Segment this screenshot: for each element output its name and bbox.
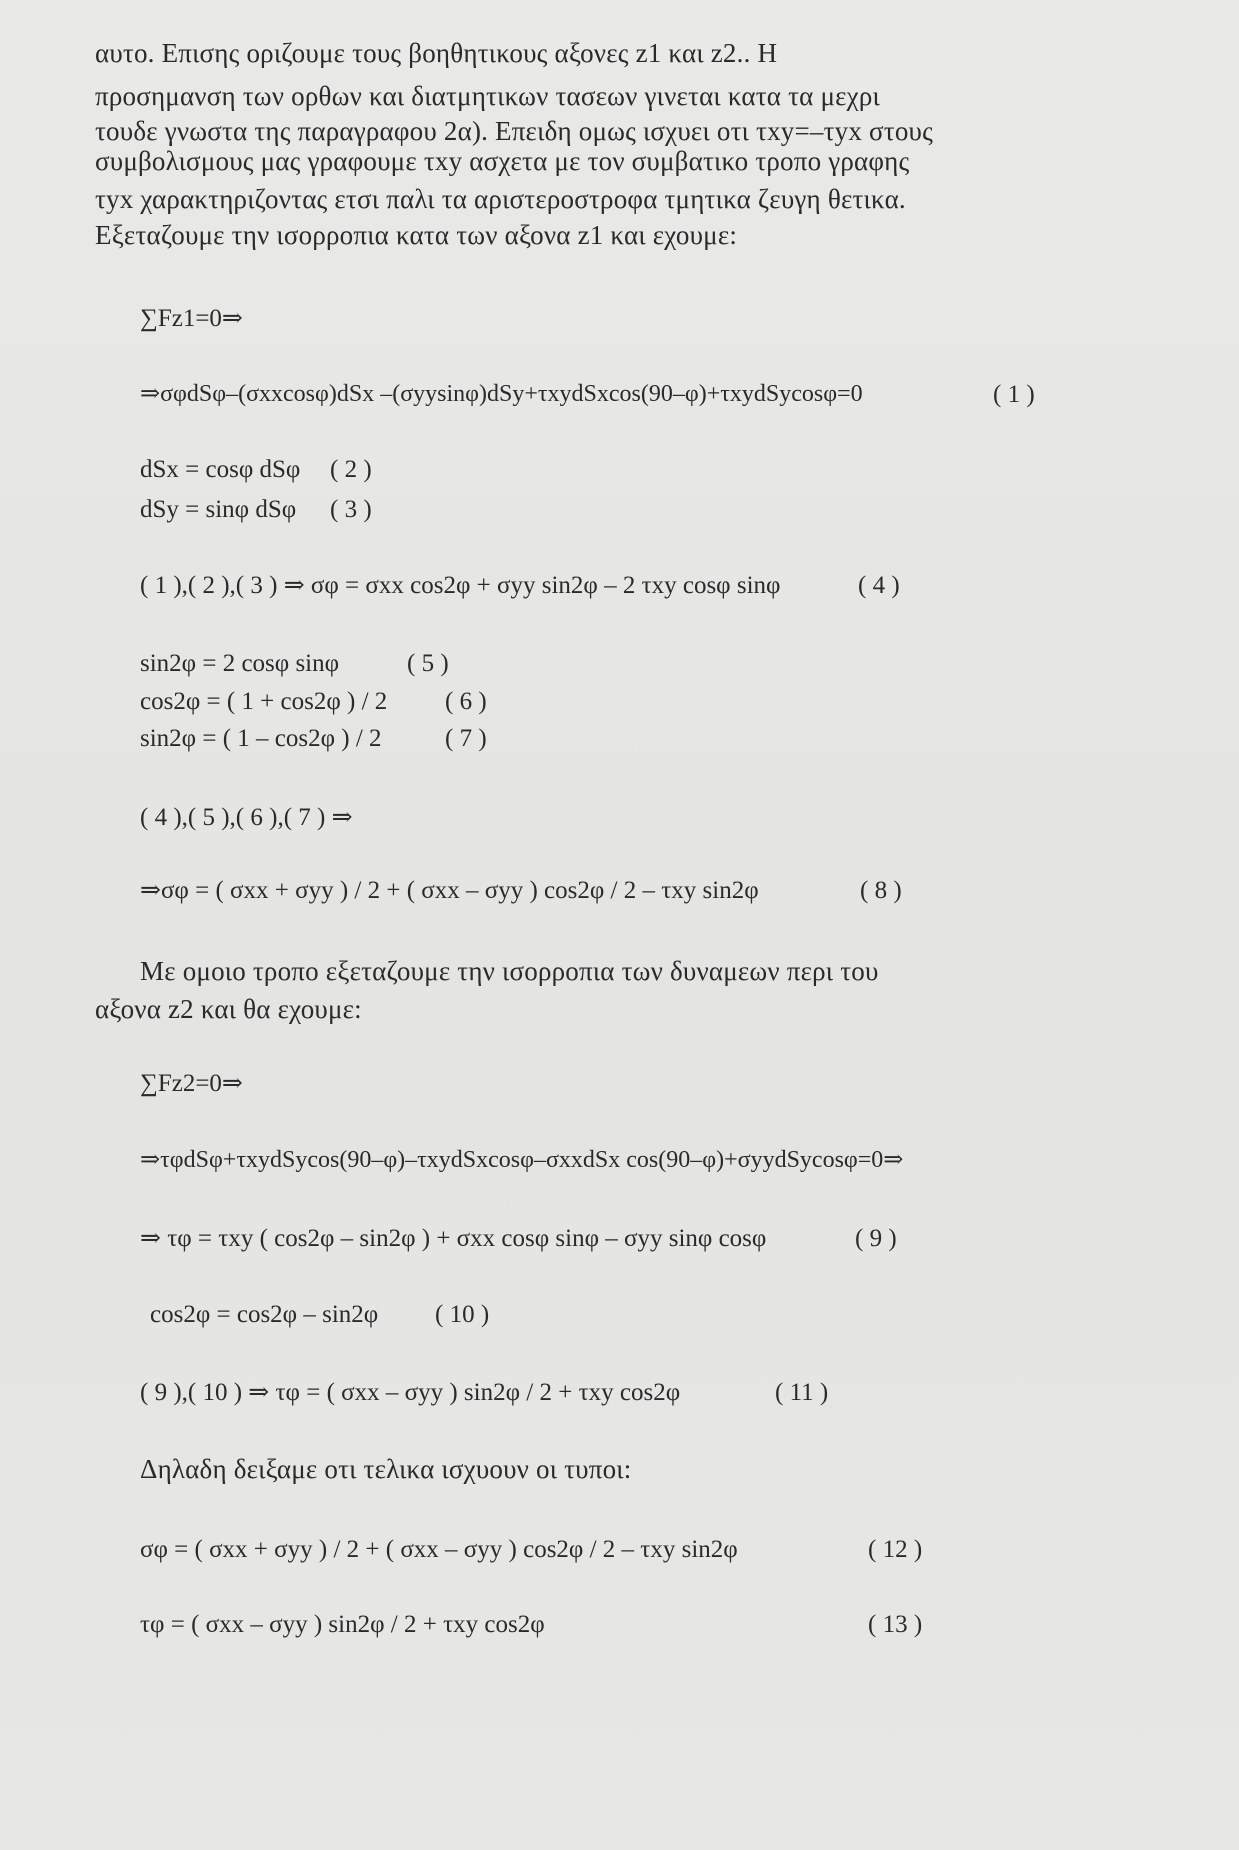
paragraph1-line2: προσημανση των ορθων και διατμητικων τασεων γινεται κατα τα μεχρι bbox=[95, 81, 880, 111]
equation-9: ⇒ τφ = τxy ( cos2φ – sin2φ ) + σxx cosφ sinφ – σyy sinφ cosφ bbox=[140, 1225, 767, 1252]
equation-sum-z2: ∑Fz2=0⇒ bbox=[140, 1070, 243, 1097]
equation-sum-z1: ∑Fz1=0⇒ bbox=[140, 305, 243, 332]
equation-11-tag: ( 11 ) bbox=[775, 1379, 829, 1406]
equation-5: sin2φ = 2 cosφ sinφ bbox=[140, 650, 340, 677]
equation-10: cos2φ = cos2φ – sin2φ bbox=[150, 1301, 379, 1328]
paragraph2-line2: αξονα z2 και θα εχουμε: bbox=[95, 994, 362, 1024]
equation-13: τφ = ( σxx – σyy ) sin2φ / 2 + τxy cos2φ bbox=[140, 1611, 545, 1638]
paragraph1-line4: συμβολισμους μας γραφουμε τxy ασχετα με τον συμβατικο τροπο γραφης bbox=[95, 146, 910, 176]
paragraph1-line1: αυτο. Επισης οριζουμε τους βοηθητικους αξονες z1 και z2.. Η bbox=[95, 38, 778, 68]
equation-1: ⇒σφdSφ–(σxxcosφ)dSx –(σyysinφ)dSy+τxydSxcos(90–φ)+τxydSycosφ=0 bbox=[140, 381, 863, 407]
equation-1-tag: ( 1 ) bbox=[993, 381, 1035, 408]
equation-7-tag: ( 7 ) bbox=[445, 725, 487, 752]
equation-12: σφ = ( σxx + σyy ) / 2 + ( σxx – σyy ) cos2φ / 2 – τxy sin2φ bbox=[140, 1536, 738, 1563]
equation-5-tag: ( 5 ) bbox=[407, 650, 449, 677]
equation-6-tag: ( 6 ) bbox=[445, 688, 487, 715]
equation-2-tag: ( 2 ) bbox=[330, 456, 372, 483]
equation-2: dSx = cosφ dSφ bbox=[140, 456, 301, 483]
equation-6: cos2φ = ( 1 + cos2φ ) / 2 bbox=[140, 688, 388, 715]
equation-8-tag: ( 8 ) bbox=[860, 877, 902, 904]
paragraph1-line5: τyx χαρακτηριζοντας ετσι παλι τα αριστεροστροφα τμητικα ζευγη θετικα. bbox=[95, 184, 906, 214]
equation-13-tag: ( 13 ) bbox=[868, 1611, 923, 1638]
paragraph2-line1: Με ομοιο τροπο εξεταζουμε την ισορροπια των δυναμεων περι του bbox=[140, 956, 879, 986]
equation-3-tag: ( 3 ) bbox=[330, 496, 372, 523]
paragraph3: Δηλαδη δειξαμε οτι τελικα ισχυουν οι τυποι: bbox=[140, 1454, 632, 1484]
equation-moment-long: ⇒τφdSφ+τxydSycos(90–φ)–τxydSxcosφ–σxxdSx cos(90–φ)+σyydSycosφ=0⇒ bbox=[140, 1147, 904, 1173]
paragraph1-line6: Εξεταζουμε την ισορροπια κατα των αξονα z1 και εχουμε: bbox=[95, 220, 738, 250]
equation-8: ⇒σφ = ( σxx + σyy ) / 2 + ( σxx – σyy ) cos2φ / 2 – τxy sin2φ bbox=[140, 877, 759, 904]
equation-9-tag: ( 9 ) bbox=[855, 1225, 897, 1252]
equation-11: ( 9 ),( 10 ) ⇒ τφ = ( σxx – σyy ) sin2φ / 2 + τxy cos2φ bbox=[140, 1379, 681, 1406]
equation-4-tag: ( 4 ) bbox=[858, 572, 900, 599]
equation-10-tag: ( 10 ) bbox=[435, 1301, 490, 1328]
equation-7: sin2φ = ( 1 – cos2φ ) / 2 bbox=[140, 725, 382, 752]
equation-4: ( 1 ),( 2 ),( 3 ) ⇒ σφ = σxx cos2φ + σyy sin2φ – 2 τxy cosφ sinφ bbox=[140, 572, 781, 599]
equation-3: dSy = sinφ dSφ bbox=[140, 496, 297, 523]
paragraph1-line3: τουδε γνωστα της παραγραφου 2α). Επειδη ομως ισχυει οτι τxy=–τyx στους bbox=[95, 116, 933, 146]
equation-reference-4-7: ( 4 ),( 5 ),( 6 ),( 7 ) ⇒ bbox=[140, 804, 353, 831]
equation-12-tag: ( 12 ) bbox=[868, 1536, 923, 1563]
